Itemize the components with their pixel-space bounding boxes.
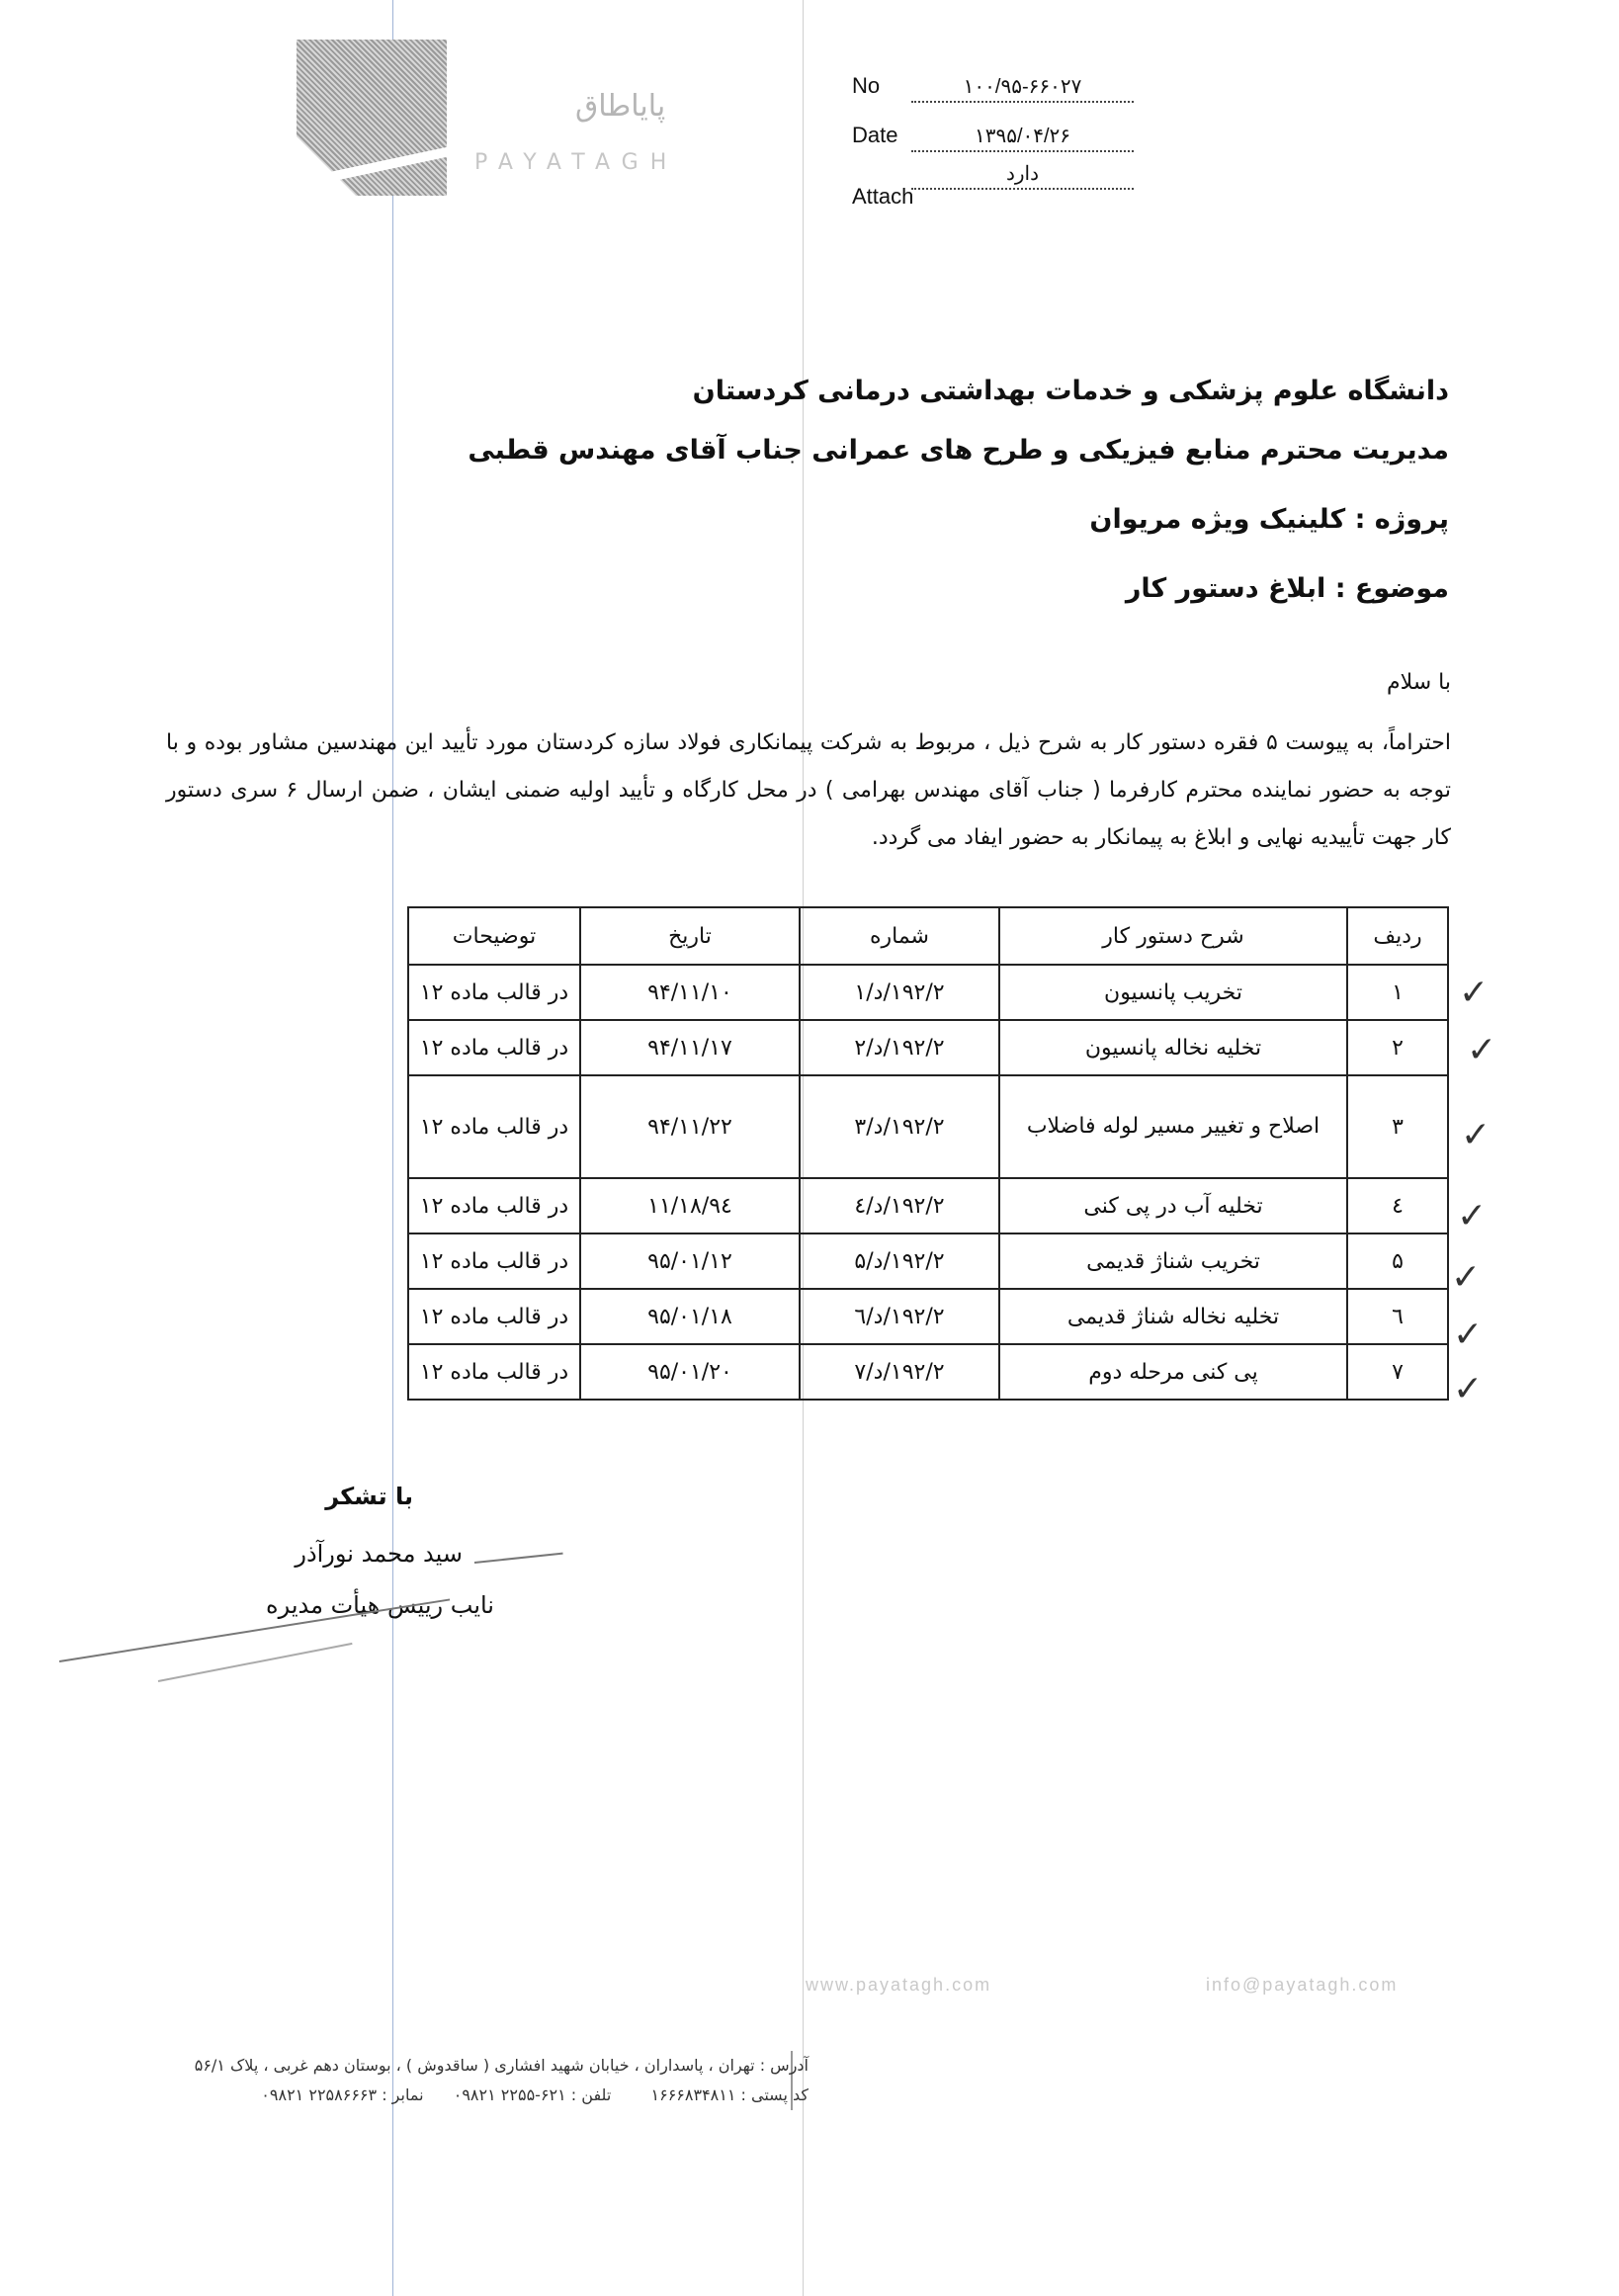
scan-artifact-line xyxy=(392,0,393,2296)
number-label: No xyxy=(852,73,881,98)
header-notes: توضیحات xyxy=(408,907,580,965)
subject-line: موضوع : ابلاغ دستور کار xyxy=(1125,573,1449,604)
check-mark-icon: ✓ xyxy=(1459,973,1490,1013)
cell-date: ۹٤/۱۱/۱۸ xyxy=(580,1178,800,1233)
header-index: ردیف xyxy=(1347,907,1448,965)
table-row xyxy=(408,1344,1448,1400)
check-mark-icon: ✓ xyxy=(1453,1315,1484,1355)
footer-phone: تلفن : ۶۲۱-۲۲۵۵ ۰۹۸۲۱ xyxy=(453,2085,612,2104)
footer-contact xyxy=(261,2085,809,2104)
number-value: ۱۰۰/۹۵-۶۶۰۲۷ xyxy=(911,74,1134,103)
table-row xyxy=(408,1075,1448,1178)
cell-note: در قالب ماده ۱۲ xyxy=(408,1020,580,1075)
body-paragraph: احتراماً، به پیوست ۵ فقره دستور کار به شرح ذیل ، مربوط به شرکت پیمانکاری فولاد سازه کردستان مورد تأیید این مهندسین مشاور بوده و با توجه به حضور نماینده محترم کارفرما ( جناب آقای مهندس بهرامی ) در محل کارگاه و تأیید اولیه ضمنی ایشان ، ضمن ارسال ۶ سری دستور کار جهت تأییدیه نهایی و ابلاغ به پیمانکار به حضور ایفاد می گردد. xyxy=(166,730,1452,850)
check-mark-icon: ✓ xyxy=(1453,1369,1484,1409)
cell-index: ٤ xyxy=(1347,1178,1448,1233)
cell-note: در قالب ماده ۱۲ xyxy=(408,1075,580,1178)
check-mark-icon: ✓ xyxy=(1451,1257,1482,1298)
cell-description: تخلیه آب در پی کنی xyxy=(999,1178,1347,1233)
signature-stroke xyxy=(59,1598,450,1662)
brand-name-fa: پایاطاق xyxy=(575,89,666,124)
cell-number: ۱۹۲/۲/د/۳ xyxy=(800,1075,999,1178)
cell-note: در قالب ماده ۱۲ xyxy=(408,1344,580,1400)
footer-email: info@payatagh.com xyxy=(1206,1975,1399,1995)
check-mark-icon: ✓ xyxy=(1467,1030,1497,1070)
cell-number: ۱۹۲/۲/د/۵ xyxy=(800,1233,999,1289)
greeting: با سلام xyxy=(1386,670,1451,695)
company-logo xyxy=(297,40,447,196)
cell-index: ۵ xyxy=(1347,1233,1448,1289)
cell-number: ۱۹۲/۲/د/٤ xyxy=(800,1178,999,1233)
date-label: Date xyxy=(852,123,898,147)
work-order-table xyxy=(407,906,1449,1401)
cell-date: ۹۴/۱۱/۱۷ xyxy=(580,1020,800,1075)
table-row xyxy=(408,965,1448,1020)
cell-date: ۹۵/۰۱/۱۸ xyxy=(580,1289,800,1344)
cell-date: ۹۵/۰۱/۱۲ xyxy=(580,1233,800,1289)
cell-index: ۱ xyxy=(1347,965,1448,1020)
table-row xyxy=(408,1178,1448,1233)
signature-stroke xyxy=(474,1553,563,1564)
cell-note: در قالب ماده ۱۲ xyxy=(408,1289,580,1344)
cell-date: ۹۴/۱۱/۲۲ xyxy=(580,1075,800,1178)
cell-note: در قالب ماده ۱۲ xyxy=(408,965,580,1020)
table-row xyxy=(408,1020,1448,1075)
date-value: ۱۳۹۵/۰۴/۲۶ xyxy=(911,124,1134,152)
footer-address: آدرس : تهران ، پاسداران ، خیابان شهید افشاری ( ساقدوش ) ، بوستان دهم غربی ، پلاک ۵۶/۱ xyxy=(194,2056,809,2075)
cell-description: اصلاح و تغییر مسیر لوله فاضلاب xyxy=(999,1075,1347,1178)
footer-fax: نمابر : ۲۲۵۸۶۶۶۳ ۰۹۸۲۱ xyxy=(261,2085,424,2104)
cell-index: ٦ xyxy=(1347,1289,1448,1344)
check-mark-icon: ✓ xyxy=(1457,1196,1488,1236)
footer-website: www.payatagh.com xyxy=(806,1975,992,1995)
cell-index: ۲ xyxy=(1347,1020,1448,1075)
signature-stroke xyxy=(158,1643,353,1682)
cell-index: ۷ xyxy=(1347,1344,1448,1400)
letter-attach xyxy=(852,163,1134,213)
cell-number: ۱۹۲/۲/د/٦ xyxy=(800,1289,999,1344)
table-header-row xyxy=(408,907,1448,965)
project-line: پروژه : کلینیک ویژه مریوان xyxy=(1089,504,1449,535)
attach-label: Attach xyxy=(852,184,914,209)
recipient-line-1: دانشگاه علوم پزشکی و خدمات بهداشتی درمانی کردستان xyxy=(692,376,1449,406)
cell-date: ۹۴/۱۱/۱۰ xyxy=(580,965,800,1020)
closing-text: با تشکر xyxy=(325,1483,413,1510)
footer-postal-code: کد پستی : ۱۶۶۶۸۳۴۸۱۱ xyxy=(650,2085,809,2104)
table-row xyxy=(408,1233,1448,1289)
cell-note: در قالب ماده ۱۲ xyxy=(408,1233,580,1289)
recipient-line-2: مدیریت محترم منابع فیزیکی و طرح های عمرانی جناب آقای مهندس قطبی xyxy=(468,435,1449,466)
cell-description: تخلیه نخاله شناژ قدیمی xyxy=(999,1289,1347,1344)
signatory-name: سید محمد نورآذر xyxy=(295,1540,463,1568)
cell-index: ۳ xyxy=(1347,1075,1448,1178)
cell-date: ۹۵/۰۱/۲۰ xyxy=(580,1344,800,1400)
header-description: شرح دستور کار xyxy=(999,907,1347,965)
header-number: شماره xyxy=(800,907,999,965)
letter-number xyxy=(852,73,1134,103)
header-date: تاریخ xyxy=(580,907,800,965)
table-row xyxy=(408,1289,1448,1344)
cell-note: در قالب ماده ۱۲ xyxy=(408,1178,580,1233)
letter-date xyxy=(852,123,1134,152)
cell-number: ۱۹۲/۲/د/۱ xyxy=(800,965,999,1020)
cell-description: پی کنی مرحله دوم xyxy=(999,1344,1347,1400)
cell-description: تخریب پانسیون xyxy=(999,965,1347,1020)
check-mark-icon: ✓ xyxy=(1461,1115,1491,1155)
cell-number: ۱۹۲/۲/د/۷ xyxy=(800,1344,999,1400)
brand-name-en: PAYATAGH xyxy=(474,150,679,175)
attach-value: دارد xyxy=(911,161,1134,190)
cell-number: ۱۹۲/۲/د/۲ xyxy=(800,1020,999,1075)
cell-description: تخریب شناژ قدیمی xyxy=(999,1233,1347,1289)
cell-description: تخلیه نخاله پانسیون xyxy=(999,1020,1347,1075)
signatory-title: نایب رییس هیأت مدیره xyxy=(266,1591,494,1619)
